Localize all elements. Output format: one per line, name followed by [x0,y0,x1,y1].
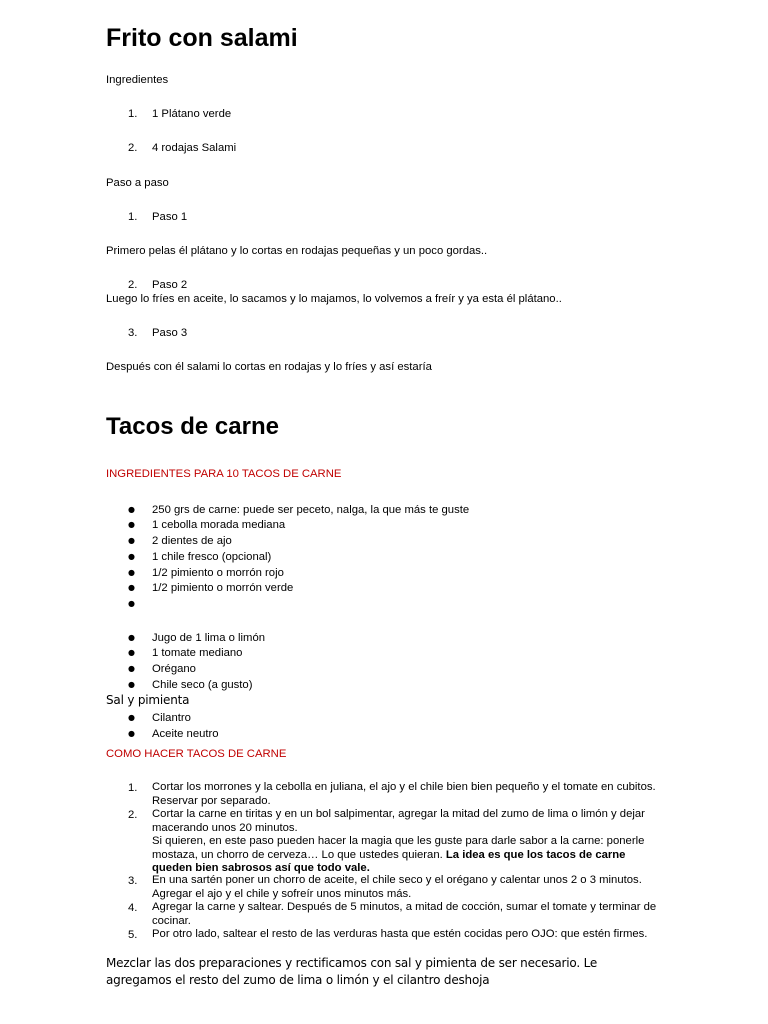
method-heading: COMO HACER TACOS DE CARNE [106,748,287,760]
step-text: Luego lo fríes en aceite, lo sacamos y lo majamos, lo volvemos a freír y ya esta él plátano.. [106,293,562,305]
list-number: 2. [128,809,138,821]
ingredient-item: 1/2 pimiento o morrón rojo [152,567,284,579]
bullet-icon: ● [128,520,135,529]
method-step [152,808,662,876]
method-step: Agregar la carne y saltear. Después de 5 minutos, a mitad de cocción, sumar el tomate y terminar de cocinar. [152,901,657,927]
list-number: 2. [128,279,138,291]
bullet-icon: ● [128,680,135,689]
bullet-icon: ● [128,583,135,592]
ingredient-item: Jugo de 1 lima o limón [152,632,266,644]
ingredient-item: 1 Plátano verde [152,108,232,120]
bullet-icon: ● [128,599,135,608]
step-label: Paso 2 [152,279,188,291]
ingredient-item: Chile seco (a gusto) [152,679,253,691]
step-text: Después con él salami lo cortas en rodajas y lo fríes y así estaría [106,361,432,373]
recipe-title: Frito con salami [106,24,298,52]
step-text-bold: La idea es que los tacos de carne queden bien sabrosos así que todo vale. [152,848,626,874]
ingredient-item: 1/2 pimiento o morrón verde [152,582,294,594]
bullet-icon: ● [128,568,135,577]
ingredient-item: 250 grs de carne: puede ser peceto, nalga, la que más te guste [152,504,470,516]
ingredients-heading: INGREDIENTES PARA 10 TACOS DE CARNE [106,468,342,480]
list-number: 4. [128,902,138,914]
list-number: 1. [128,108,138,120]
step-label: Paso 3 [152,327,188,339]
bullet-icon: ● [128,713,135,722]
step-label: Paso 1 [152,211,188,223]
recipe-title: Tacos de carne [106,413,279,440]
list-number: 3. [128,327,138,339]
method-step: En una sartén poner un chorro de aceite, el chile seco y el orégano y calentar unos 2 o 3 minutos. Agregar el ajo y el chile y sofreír unos minutos más. [152,874,642,900]
ingredient-item: Aceite neutro [152,728,219,740]
step-text: Cortar la carne en tiritas y en un bol salpimentar, agregar la mitad del zumo de lima o limón y dejar macerando unos 20 minutos. [152,808,645,834]
bullet-icon: ● [128,729,135,738]
ingredient-item: 1 cebolla morada mediana [152,519,286,531]
ingredient-item: 2 dientes de ajo [152,535,232,547]
step-text-extra: Si quieren, en este paso pueden hacer la magia que les guste para darle sabor a la carne: ponerle mostaza, un chorro de cerveza… Lo que ustedes quieran. [152,835,645,861]
ingredients-heading: Ingredientes [106,74,169,86]
ingredient-item: 4 rodajas Salami [152,142,237,154]
ingredient-line: Sal y pimienta [106,693,190,707]
list-number: 1. [128,211,138,223]
bullet-icon: ● [128,552,135,561]
list-number: 2. [128,142,138,154]
ingredient-item: 1 tomate mediano [152,647,243,659]
method-step: Por otro lado, saltear el resto de las verduras hasta que estén cocidas pero OJO: que estén firmes. [152,928,648,940]
bullet-icon: ● [128,664,135,673]
ingredient-item: 1 chile fresco (opcional) [152,551,272,563]
list-number: 5. [128,929,138,941]
method-step: Cortar los morrones y la cebolla en juliana, el ajo y el chile bien bien pequeño y el tomate en cubitos. Reservar por separado. [152,781,656,807]
list-number: 3. [128,875,138,887]
list-number: 1. [128,782,138,794]
bullet-icon: ● [128,648,135,657]
bullet-icon: ● [128,633,135,642]
step-text: Primero pelas él plátano y lo cortas en rodajas pequeñas y un poco gordas.. [106,245,488,257]
ingredient-item: Cilantro [152,712,191,724]
bullet-icon: ● [128,536,135,545]
steps-heading: Paso a paso [106,177,169,189]
closing-paragraph: Mezclar las dos preparaciones y rectificamos con sal y pimienta de ser necesario. Le agregamos el resto del zumo de lima o limón y el cilantro deshoja [106,956,598,987]
bullet-icon: ● [128,505,135,514]
ingredient-item: Orégano [152,663,196,675]
